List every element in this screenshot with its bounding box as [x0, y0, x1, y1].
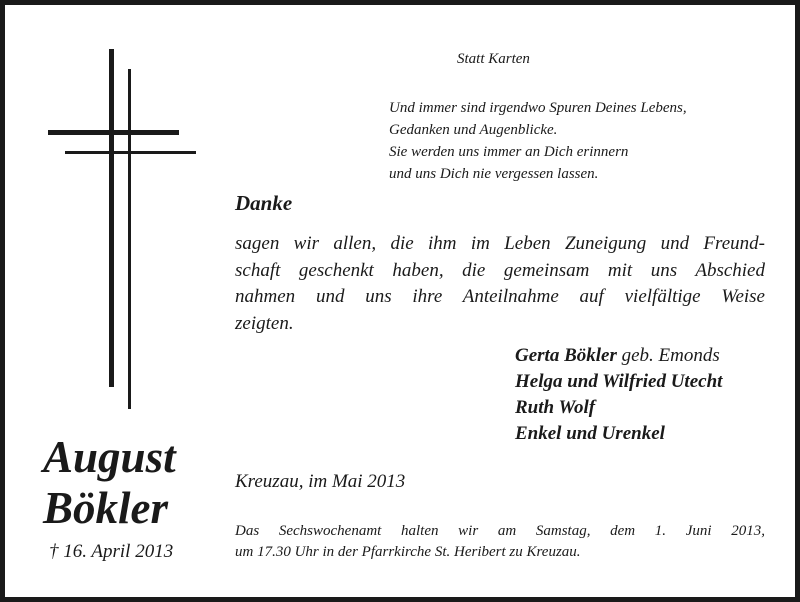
poem-line: Und immer sind irgendwo Spuren Deines Lebens,: [389, 100, 687, 116]
cross-icon-vertical-line: [128, 69, 131, 409]
deceased-first-name: August: [43, 432, 176, 482]
signer-entry: [515, 421, 722, 447]
death-date: † 16. April 2013: [49, 541, 174, 562]
message-line: nahmen und uns ihre Anteilnahme auf vielfältige Weise: [235, 286, 765, 307]
service-line: Das Sechswochenamt halten wir am Samstag, dem 1. Juni 2013,: [235, 523, 765, 539]
cross-icon-horizontal-bar: [48, 130, 179, 135]
deceased-last-name: Bökler: [43, 483, 169, 533]
message-line: schaft geschenkt haben, die gemeinsam mit uns Abschied: [235, 259, 765, 281]
poem-line: Sie werden uns immer an Dich erinnern: [389, 144, 629, 160]
signer-name: Helga und Wilfried Utecht: [515, 371, 723, 392]
signers-list: [515, 343, 722, 447]
signer-entry: [515, 395, 722, 421]
signer-name: Ruth Wolf: [515, 397, 596, 418]
cross-icon-horizontal-line: [65, 151, 196, 154]
poem-line: Gedanken und Augenblicke.: [389, 122, 558, 138]
signer-name: Gerta Bökler: [515, 345, 617, 366]
message-line: zeigten.: [235, 312, 294, 334]
signer-suffix: geb. Emonds: [616, 345, 720, 366]
thanks-message: [235, 231, 765, 337]
thanks-heading: Danke: [235, 191, 293, 215]
poem-line: und uns Dich nie vergessen lassen.: [389, 166, 599, 182]
notice-heading: Statt Karten: [457, 51, 530, 67]
cross-icon-vertical-bar: [109, 49, 114, 387]
signer-entry: [515, 343, 722, 369]
place-date: Kreuzau, im Mai 2013: [235, 471, 406, 492]
memorial-poem: [389, 97, 687, 185]
message-line: sagen wir allen, die ihm im Leben Zuneigung und Freund-: [235, 233, 765, 254]
service-line: um 17.30 Uhr in der Pfarrkirche St. Heribert zu Kreuzau.: [235, 544, 581, 560]
signer-entry: [515, 369, 722, 395]
signer-name: Enkel und Urenkel: [515, 423, 665, 444]
service-info: [235, 521, 765, 563]
